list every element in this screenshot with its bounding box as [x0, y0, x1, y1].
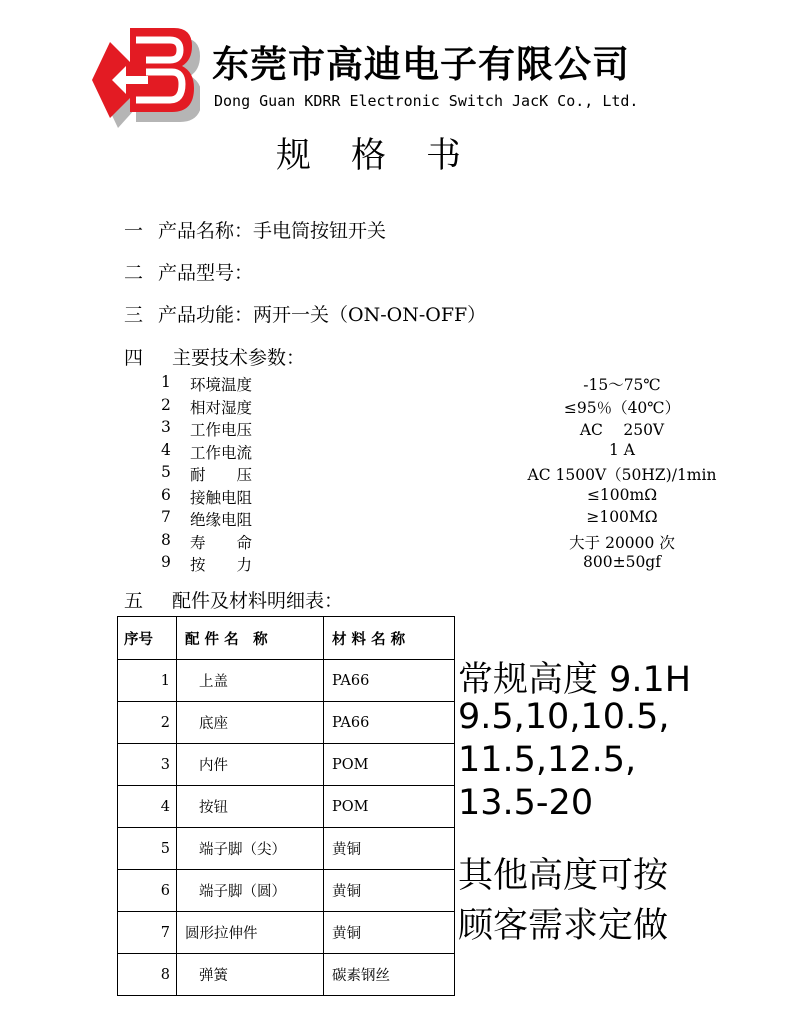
param-value: AC 250V: [579, 421, 665, 439]
document-title: 规格书: [276, 136, 502, 176]
param-row: [0, 418, 800, 441]
param-value: 大于 20000 次: [569, 533, 675, 552]
param-value: -15～75℃: [583, 376, 661, 394]
section-product-name: [124, 216, 386, 243]
param-index: 2: [161, 395, 171, 414]
cell-material: POM: [324, 786, 455, 828]
height-note-line4: 13.5-20: [458, 783, 594, 823]
param-name: 接触电阻: [190, 488, 253, 507]
cell-material: 黄铜: [324, 912, 455, 954]
section-text: 配件及材料明细表：: [172, 590, 344, 612]
cell-index: 5: [118, 828, 177, 870]
param-row: [0, 373, 800, 396]
param-name: 按 力: [190, 556, 253, 574]
section-number: 三: [124, 304, 144, 326]
cell-part: 按钮: [177, 786, 324, 828]
company-name-cn: 东莞市高迪电子有限公司: [212, 43, 630, 86]
parts-table: [117, 616, 455, 996]
param-row: [0, 463, 800, 486]
table-row: [118, 744, 455, 786]
custom-note-line2: 顾客需求定做: [458, 906, 669, 946]
param-name: 工作电压: [190, 421, 253, 439]
param-index: 1: [161, 373, 171, 391]
section-number: 五: [124, 590, 144, 612]
cell-index: 8: [118, 954, 177, 996]
section-number: 二: [124, 262, 144, 284]
height-note-line1: 常规高度 9.1H: [458, 660, 692, 700]
param-row: [0, 441, 800, 464]
section-number: 一: [124, 220, 144, 242]
param-index: 6: [161, 485, 171, 504]
cell-index: 4: [118, 786, 177, 828]
param-index: 4: [161, 440, 171, 459]
param-value: 800±50gf: [583, 553, 661, 571]
param-value: ≤100mΩ: [586, 485, 658, 504]
height-note-line3: 11.5,12.5,: [458, 740, 637, 780]
param-name: 耐 压: [190, 466, 253, 484]
custom-note-line1: 其他高度可按: [458, 856, 669, 896]
height-note-line2: 9.5,10,10.5,: [458, 697, 670, 737]
section-text: 产品功能：两开一关（ON-ON-OFF）: [158, 304, 487, 326]
param-index: 3: [161, 418, 171, 436]
param-name: 环境温度: [190, 376, 253, 394]
table-row: [118, 954, 455, 996]
cell-material: 黄铜: [324, 870, 455, 912]
cell-index: 3: [118, 744, 177, 786]
param-index: 9: [161, 553, 171, 571]
cell-index: 1: [118, 660, 177, 702]
section-number: 四: [124, 347, 144, 369]
header-cell-part: 配 件 名 称: [177, 617, 324, 660]
section-parts-list: [124, 586, 343, 613]
company-name-en: Dong Guan KDRR Electronic Switch JacK Co., Ltd.: [214, 92, 639, 110]
header-cell-index: 序号: [118, 617, 177, 660]
cell-material: 黄铜: [324, 828, 455, 870]
cell-material: PA66: [324, 660, 455, 702]
section-product-model: [124, 258, 253, 285]
cell-index: 2: [118, 702, 177, 744]
table-row: [118, 786, 455, 828]
section-text: 主要技术参数：: [172, 347, 306, 369]
table-row: [118, 912, 455, 954]
param-value: ≤95％（40℃）: [563, 398, 681, 417]
section-text: 产品型号：: [158, 262, 254, 284]
cell-index: 6: [118, 870, 177, 912]
param-name: 相对湿度: [190, 398, 253, 417]
table-row: [118, 870, 455, 912]
cell-material: PA66: [324, 702, 455, 744]
param-row: [0, 486, 800, 509]
param-index: 8: [161, 530, 171, 549]
param-row: [0, 553, 800, 576]
table-header-row: [118, 617, 455, 660]
param-index: 5: [161, 463, 171, 481]
params-list: [0, 373, 800, 576]
table-row: [118, 828, 455, 870]
cell-part: 端子脚（尖）: [177, 828, 324, 870]
cell-part: 内件: [177, 744, 324, 786]
cell-material: 碳素钢丝: [324, 954, 455, 996]
kdrr-logo: [90, 18, 200, 130]
section-text: 产品名称：手电筒按钮开关: [158, 220, 387, 242]
table-row: [118, 660, 455, 702]
header-cell-material: 材 料 名 称: [324, 617, 455, 660]
param-value: 1 A: [609, 440, 635, 459]
section-tech-params: [124, 343, 305, 370]
param-value: AC 1500V（50HZ)/1min: [527, 466, 717, 484]
param-name: 工作电流: [190, 443, 253, 462]
cell-index: 7: [118, 912, 177, 954]
cell-part: 圆形拉伸件: [177, 912, 324, 954]
param-index: 7: [161, 508, 171, 526]
cell-part: 上盖: [177, 660, 324, 702]
section-product-function: [124, 300, 486, 327]
param-value: ≥100MΩ: [586, 508, 658, 526]
table-row: [118, 702, 455, 744]
cell-part: 底座: [177, 702, 324, 744]
param-name: 寿 命: [190, 533, 253, 552]
cell-part: 端子脚（圆）: [177, 870, 324, 912]
cell-material: POM: [324, 744, 455, 786]
param-name: 绝缘电阻: [190, 511, 253, 529]
cell-part: 弹簧: [177, 954, 324, 996]
param-row: [0, 396, 800, 419]
param-row: [0, 508, 800, 531]
param-row: [0, 531, 800, 554]
